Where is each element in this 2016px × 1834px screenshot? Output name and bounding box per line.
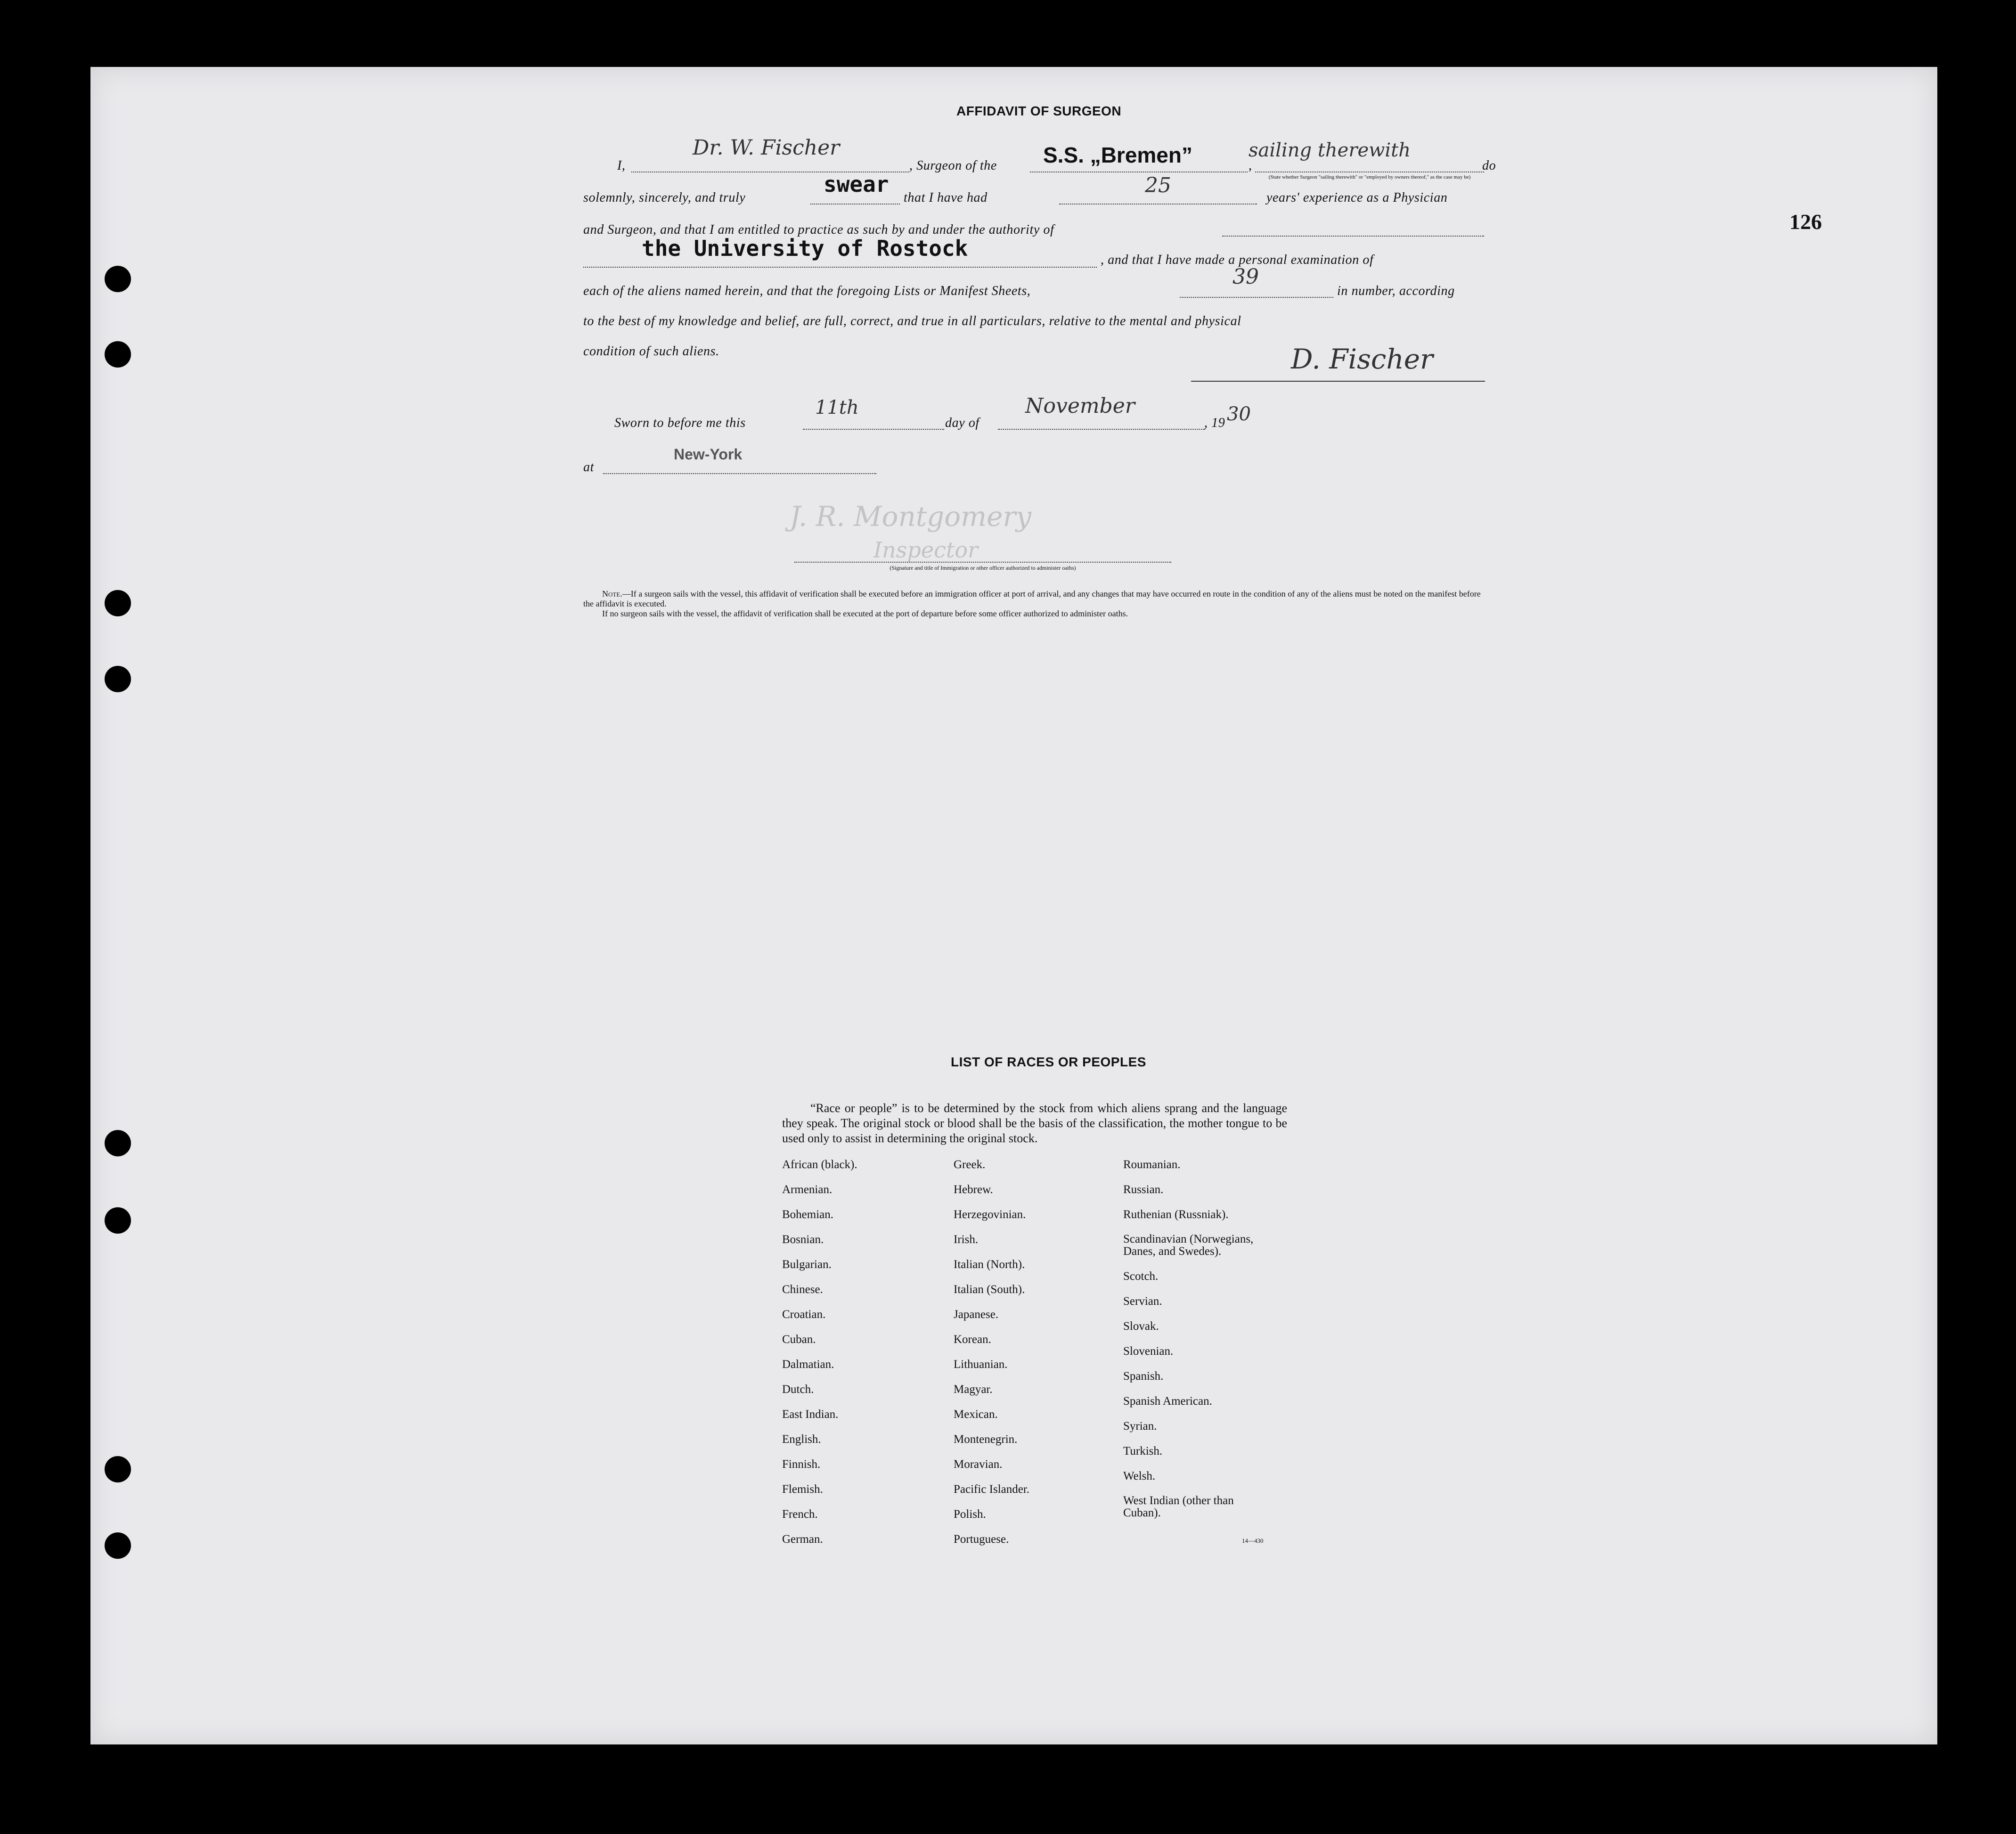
race-item: Bohemian. [782, 1208, 834, 1221]
text-surgeon-of: , Surgeon of the [909, 158, 997, 173]
text-personal-exam: , and that I have made a personal examination of [1101, 253, 1374, 267]
race-item: Korean. [954, 1333, 991, 1346]
text-solemnly: solemnly, sincerely, and truly [583, 190, 746, 205]
month-line [998, 429, 1205, 430]
surgeon-name: Dr. W. Fischer [693, 136, 840, 160]
text-sworn: Sworn to before me this [614, 416, 746, 430]
note-label: Note. [602, 589, 622, 598]
year-value: 30 [1227, 403, 1251, 425]
race-item: Lithuanian. [954, 1358, 1008, 1371]
race-item: Italian (South). [954, 1283, 1025, 1296]
text-years-exp: years' experience as a Physician [1266, 190, 1448, 205]
race-item: Croatian. [782, 1308, 826, 1321]
race-item: Italian (North). [954, 1258, 1025, 1271]
race-item: French. [782, 1508, 818, 1521]
race-item: Slovak. [1123, 1320, 1159, 1333]
race-item: Servian. [1123, 1295, 1162, 1308]
place-value: New-York [674, 446, 743, 463]
race-item: German. [782, 1533, 823, 1546]
text-each: each of the aliens named herein, and that the foregoing Lists or Manifest Sheets, [583, 284, 1031, 298]
race-item: Flemish. [782, 1483, 823, 1496]
race-item: Moravian. [954, 1458, 1003, 1471]
race-item: Cuban. [782, 1333, 816, 1346]
race-item: Pacific Islander. [954, 1483, 1030, 1496]
race-item: Dutch. [782, 1383, 814, 1396]
race-item: Bosnian. [782, 1233, 824, 1246]
authority-value: the University of Rostock [642, 236, 968, 261]
binder-hole [105, 1456, 131, 1482]
races-intro: “Race or people” is to be determined by the stock from which aliens sprang and the language they speak. The original stock or blood shall be the basis of the classification, the mother tongue to be used only to assist in determining the original stock. [782, 1101, 1287, 1145]
binder-hole [105, 1130, 131, 1156]
years-value: 25 [1145, 173, 1171, 197]
oath-line [810, 204, 900, 205]
day-line [803, 429, 944, 430]
race-item: Russian. [1123, 1183, 1164, 1196]
race-item: Dalmatian. [782, 1358, 834, 1371]
binder-hole [105, 1207, 131, 1234]
race-item: Syrian. [1123, 1420, 1157, 1433]
race-item: Roumanian. [1123, 1158, 1181, 1171]
note-text-1: —If a surgeon sails with the vessel, this affidavit of verification shall be executed before an immigration officer at port of arrival, and any changes that may have occurred en route in the condition of any of the aliens must be noted on the manifest before the affidavit is executed. [583, 589, 1481, 608]
form-code: 14—430 [1242, 1537, 1264, 1544]
sailing-note: (State whether Surgeon "sailing therewith" or "employed by owners thereof," as the case may be) [1268, 174, 1471, 180]
officer-signature-line [794, 562, 1171, 563]
race-item: Magyar. [954, 1383, 993, 1396]
race-item: Slovenian. [1123, 1345, 1174, 1358]
binder-hole [105, 266, 131, 292]
text-i: I, [617, 158, 626, 173]
races-title: LIST OF RACES OR PEOPLES [951, 1055, 1146, 1069]
affidavit-title: AFFIDAVIT OF SURGEON [956, 104, 1122, 118]
text-do: do [1482, 158, 1496, 173]
sailing-status: sailing therewith [1249, 139, 1411, 161]
text-day-of: day of [945, 416, 979, 430]
race-item: Irish. [954, 1233, 979, 1246]
text-best: to the best of my knowledge and belief, are full, correct, and true in all particulars, relative to the mental and physical [583, 314, 1241, 328]
race-item: Scandinavian (Norwegians, Danes, and Swedes). [1123, 1233, 1254, 1258]
race-item: Bulgarian. [782, 1258, 832, 1271]
officer-title: Inspector [873, 537, 979, 563]
race-item: Hebrew. [954, 1183, 993, 1196]
race-item: Herzegovinian. [954, 1208, 1026, 1221]
race-item: Spanish. [1123, 1370, 1164, 1383]
race-item: Spanish American. [1123, 1395, 1212, 1408]
day-value: 11th [815, 397, 859, 418]
sheets-value: 39 [1232, 265, 1259, 289]
race-item: Chinese. [782, 1283, 823, 1296]
binder-hole [105, 341, 131, 368]
officer-caption: (Signature and title of Immigration or other officer authorized to administer oaths) [890, 565, 1076, 571]
race-item: Mexican. [954, 1408, 998, 1421]
note-text-2: If no surgeon sails with the vessel, the affidavit of verification shall be executed at the port of departure before some officer authorized to administer oaths. [602, 609, 1128, 618]
text-comma: , [1249, 158, 1252, 173]
binder-hole [105, 1532, 131, 1559]
race-item: Armenian. [782, 1183, 833, 1196]
month-value: November [1025, 394, 1135, 418]
text-surgeon-line: and Surgeon, and that I am entitled to practice as such by and under the authority of [583, 222, 1054, 237]
text-number: in number, according [1337, 284, 1455, 298]
race-item: Scotch. [1123, 1270, 1159, 1283]
binder-hole [105, 666, 131, 692]
page-number: 126 [1789, 210, 1822, 234]
race-item: Japanese. [954, 1308, 999, 1321]
ship-name: S.S. „Bremen” [1043, 143, 1192, 167]
race-item: Polish. [954, 1508, 986, 1521]
race-item: East Indian. [782, 1408, 839, 1421]
race-item: Greek. [954, 1158, 986, 1171]
years-line [1059, 204, 1257, 205]
officer-signature: J. R. Montgomery [790, 500, 1031, 532]
text-year-prefix: , 19 [1204, 416, 1225, 430]
binder-hole [105, 590, 131, 616]
oath-word: swear [824, 172, 889, 197]
race-item: English. [782, 1433, 821, 1446]
surgeon-signature: D. Fischer [1291, 343, 1433, 375]
race-item: Finnish. [782, 1458, 821, 1471]
authority-line-top [1222, 236, 1484, 237]
affidavit-note [583, 589, 1488, 619]
sheets-line [1180, 297, 1333, 298]
signature-line [1191, 381, 1485, 382]
race-item: Portuguese. [954, 1533, 1009, 1546]
race-item: Turkish. [1123, 1445, 1163, 1457]
race-item: African (black). [782, 1158, 857, 1171]
race-item: Montenegrin. [954, 1433, 1018, 1446]
authority-line [583, 267, 1097, 268]
text-condition: condition of such aliens. [583, 344, 719, 359]
race-item: Welsh. [1123, 1470, 1156, 1482]
race-item: Ruthenian (Russniak). [1123, 1208, 1229, 1221]
place-line [603, 473, 876, 474]
text-that-had: that I have had [904, 190, 988, 205]
text-at: at [583, 460, 594, 475]
race-item: West Indian (other than Cuban). [1123, 1494, 1234, 1519]
